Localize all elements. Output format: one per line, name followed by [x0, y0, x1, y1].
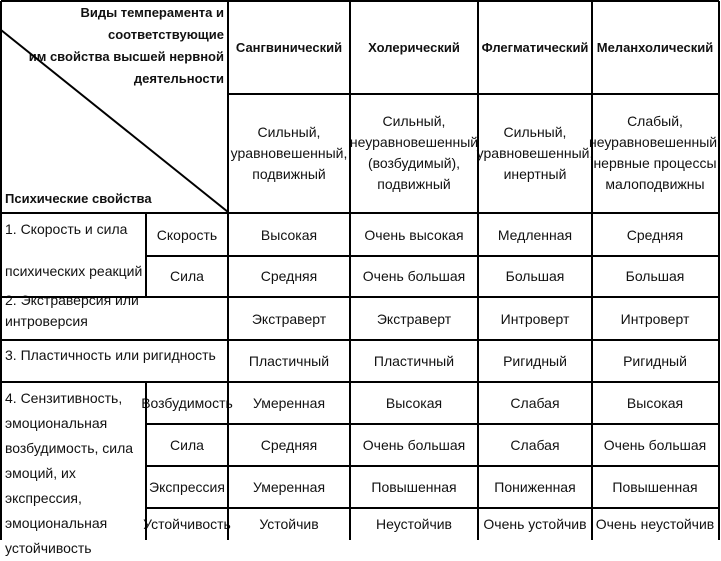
row-label-emotion-strength: Сила	[170, 436, 204, 453]
value-extraversion-melancholic: Интроверт	[620, 310, 690, 327]
value-expression-melancholic: Повышенная	[612, 478, 698, 495]
value-extraversion-phlegmatic: Интроверт	[500, 310, 570, 327]
value-speed-choleric: Очень высокая	[364, 226, 464, 243]
value-plasticity-melancholic: Ригидный	[623, 352, 687, 369]
corner-header-bottom: Психические свойства	[5, 191, 152, 206]
value-stability-sanguine: Устойчив	[259, 515, 319, 532]
description-melancholic: Слабый, неуравновешенный, нервные процессы малоподвижны	[588, 113, 721, 192]
value-plasticity-choleric: Пластичный	[373, 352, 455, 369]
value-strength-phlegmatic: Большая	[505, 267, 565, 284]
row-label-stability: Устойчивость	[143, 515, 231, 532]
row-label-expression: Экспрессия	[149, 478, 225, 495]
value-emotion-strength-phlegmatic: Слабая	[510, 436, 560, 453]
value-strength-sanguine: Средняя	[260, 267, 318, 284]
value-speed-phlegmatic: Медленная	[497, 226, 573, 243]
row-label-strength: Сила	[170, 267, 204, 284]
section-2-title: 2. Экстраверсия или интроверсия	[5, 292, 139, 329]
value-stability-phlegmatic: Очень устойчив	[483, 515, 587, 532]
section-1-title: 1. Скорость и сила	[5, 220, 128, 237]
value-stability-choleric: Неустойчив	[376, 515, 452, 532]
value-stability-melancholic: Очень неустойчив	[595, 515, 715, 532]
description-sanguine: Сильный, уравновешенный, подвижный	[230, 123, 348, 182]
temperament-header-phlegmatic: Флегматический	[481, 40, 589, 55]
value-excitability-choleric: Высокая	[385, 394, 443, 411]
corner-header-top: Виды темперамента и соответствующие им свойства высшей нервной деятельности	[28, 5, 224, 86]
value-emotion-strength-sanguine: Средняя	[260, 436, 318, 453]
row-label-speed: Скорость	[156, 226, 218, 243]
row-label-excitability: Возбудимость	[141, 394, 233, 411]
value-plasticity-phlegmatic: Ригидный	[503, 352, 567, 369]
value-plasticity-sanguine: Пластичный	[248, 352, 330, 369]
value-strength-choleric: Очень большая	[362, 267, 466, 284]
section-3-title: 3. Пластичность или ригидность	[5, 346, 216, 363]
value-emotion-strength-choleric: Очень большая	[362, 436, 466, 453]
value-expression-choleric: Повышенная	[371, 478, 457, 495]
section-4-title: 4. Сензитивность, эмоциональная возбудимость, сила эмоций, их экспрессия, эмоциональная устойчивость	[5, 390, 134, 556]
section-1-title-cont: психических реакций	[5, 262, 143, 279]
value-expression-phlegmatic: Пониженная	[494, 478, 576, 495]
description-phlegmatic: Сильный, уравновешенный, инертный	[476, 123, 594, 182]
temperament-header-sanguine: Сангвинический	[235, 40, 343, 55]
temperament-header-melancholic: Меланхолический	[596, 40, 714, 55]
value-excitability-phlegmatic: Слабая	[510, 394, 560, 411]
value-extraversion-choleric: Экстраверт	[376, 310, 452, 327]
value-excitability-melancholic: Высокая	[626, 394, 684, 411]
value-excitability-sanguine: Умеренная	[252, 394, 326, 411]
value-speed-sanguine: Высокая	[260, 226, 318, 243]
value-emotion-strength-melancholic: Очень большая	[603, 436, 707, 453]
description-choleric: Сильный, неуравновешенный (возбудимый), подвижный	[349, 113, 479, 192]
value-extraversion-sanguine: Экстраверт	[251, 310, 327, 327]
temperament-header-choleric: Холерический	[368, 40, 460, 55]
value-speed-melancholic: Средняя	[626, 226, 684, 243]
value-strength-melancholic: Большая	[625, 267, 685, 284]
value-expression-sanguine: Умеренная	[252, 478, 326, 495]
